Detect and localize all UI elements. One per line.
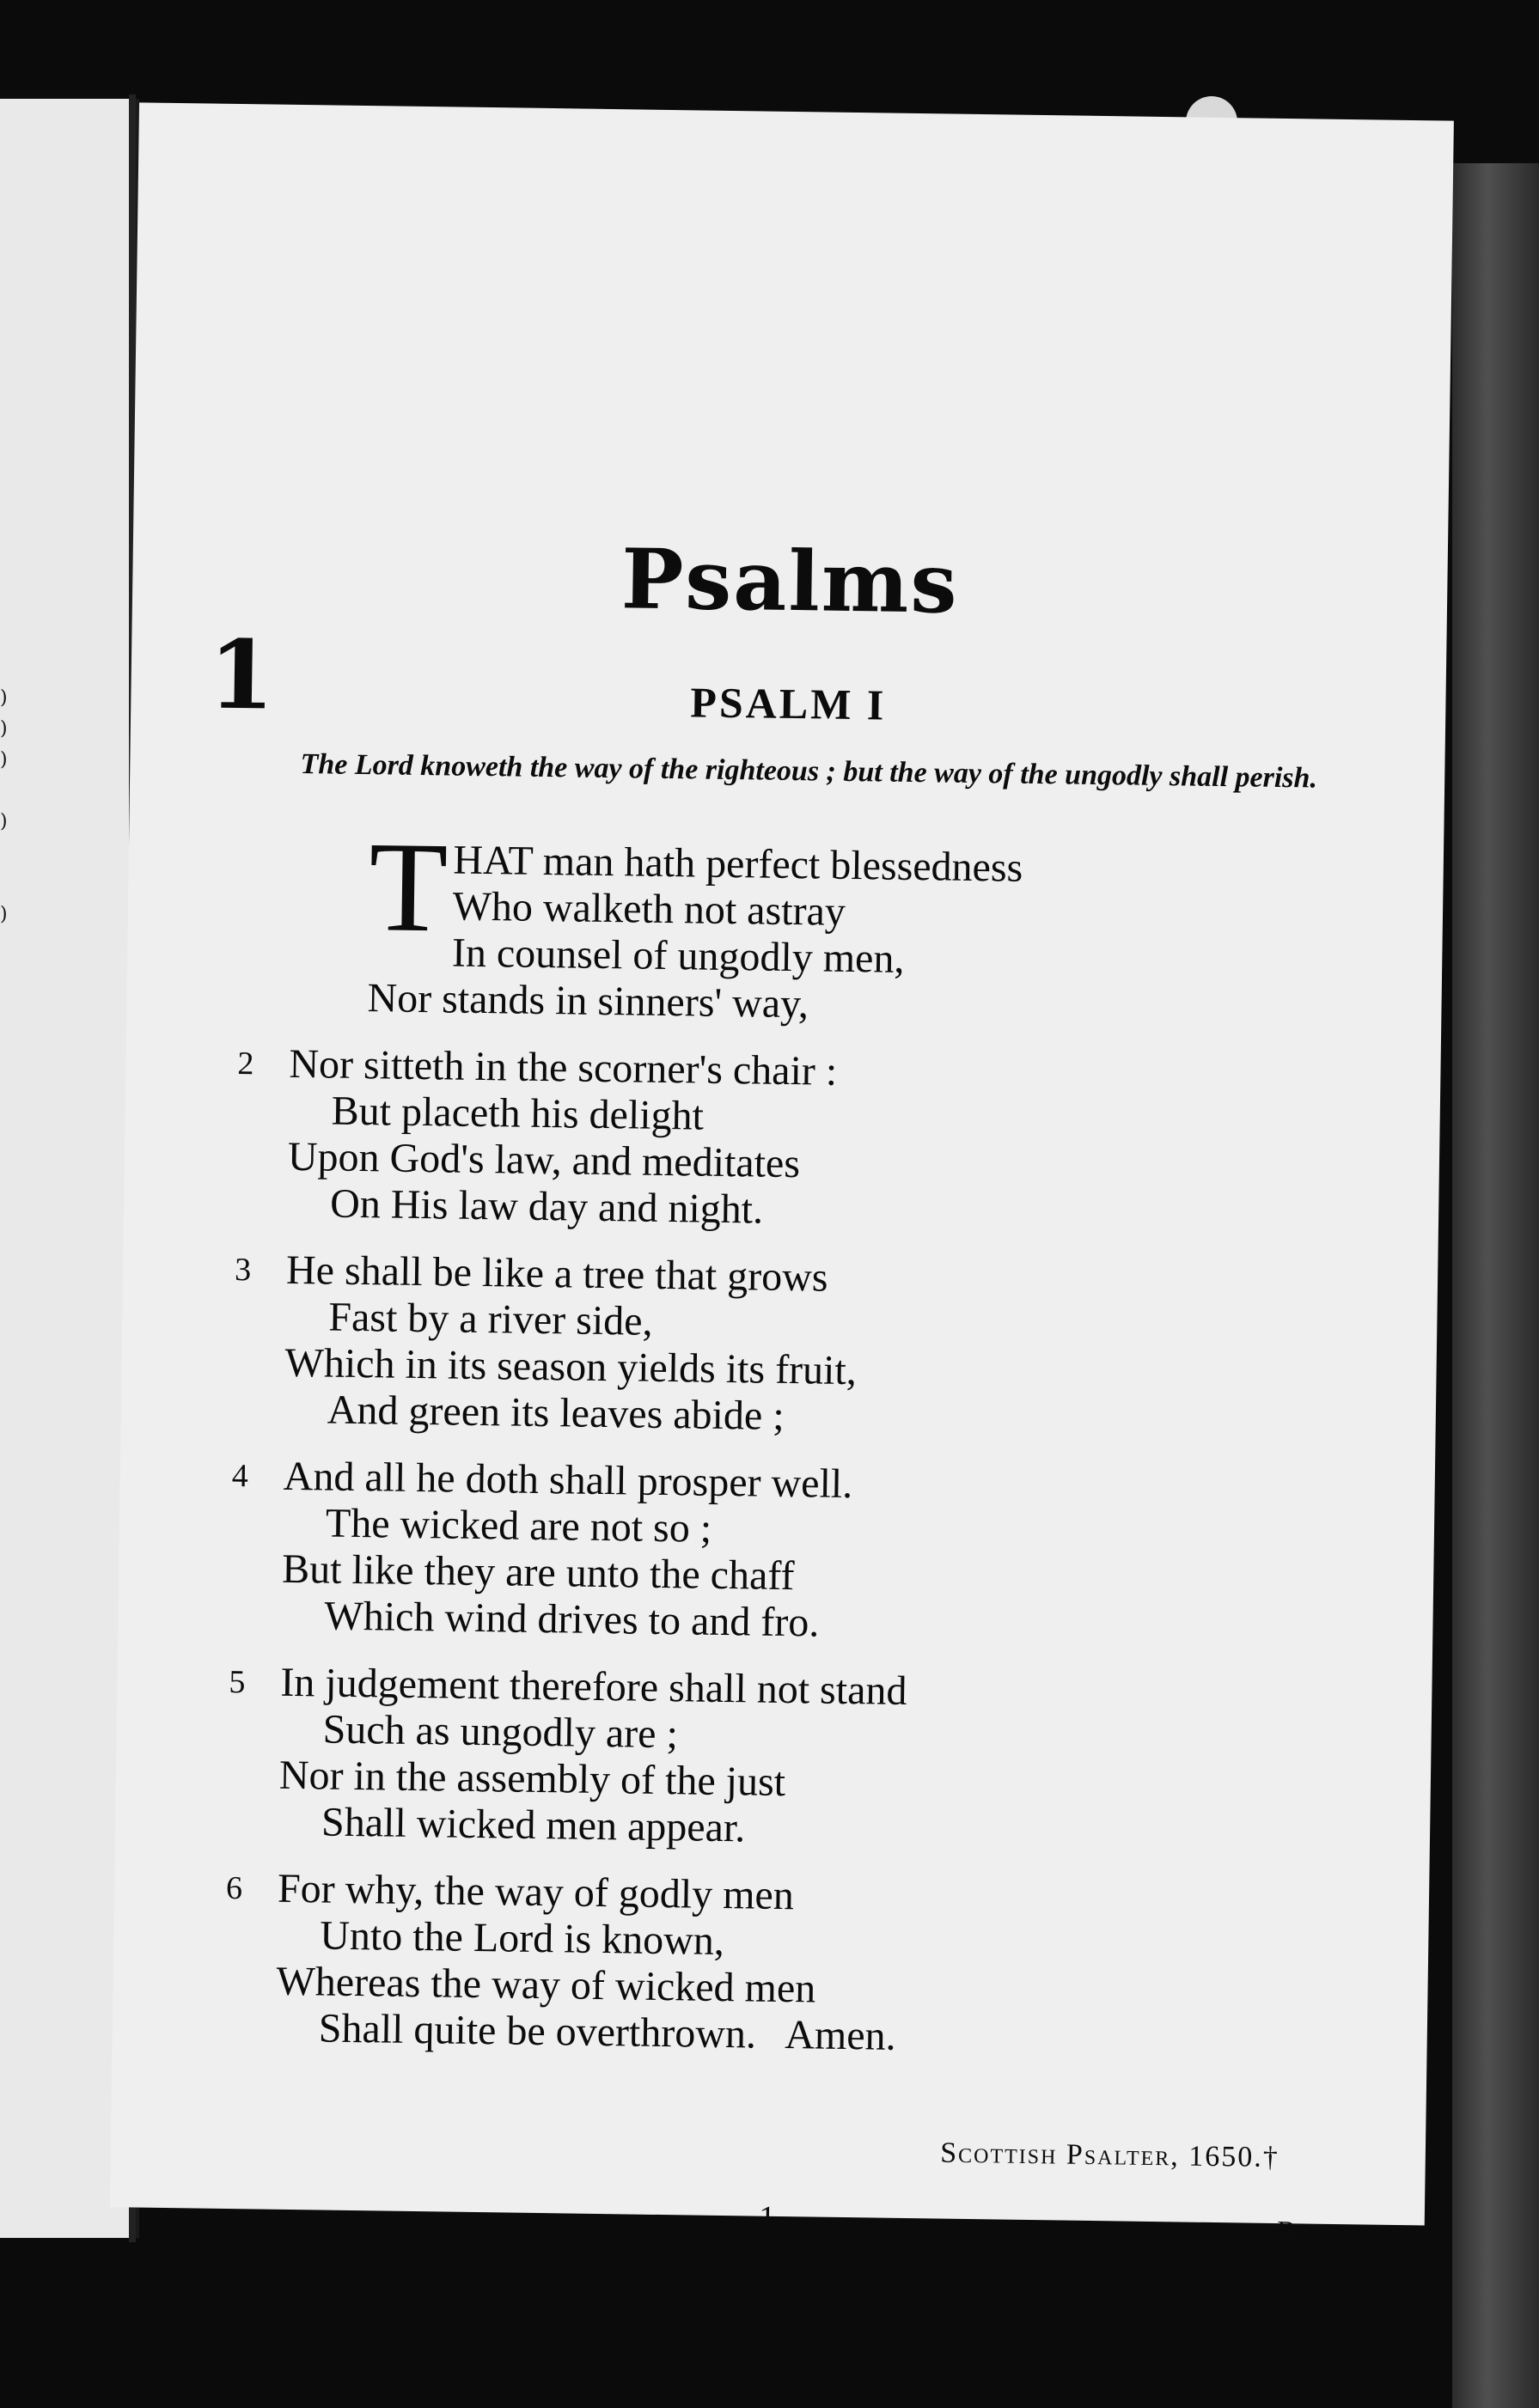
verse-line: Upon God's law, and meditates xyxy=(287,1133,801,1187)
verse-number: 6 xyxy=(225,1869,243,1907)
verse-line: He shall be like a tree that grows xyxy=(285,1247,828,1301)
verse-line: Which wind drives to and fro. xyxy=(324,1593,820,1646)
verse-number: 4 xyxy=(231,1457,249,1495)
stanza-6 xyxy=(223,1865,1343,2066)
stanza-1 xyxy=(238,815,1358,1035)
verse-line: And all he doth shall prosper well. xyxy=(283,1453,853,1508)
psalm-page xyxy=(110,102,1454,2246)
verse-line: Nor stands in sinners' way, xyxy=(367,975,809,1027)
psalm-verses xyxy=(223,815,1358,2087)
verse-line: Fast by a river side, xyxy=(327,1294,653,1344)
verse-number: 2 xyxy=(237,1045,254,1082)
verse-line: Whereas the way of wicked men xyxy=(276,1958,816,2012)
page-number: 1 xyxy=(758,2199,776,2236)
facing-page-edge-text: ) ) ) ) ) xyxy=(0,687,8,925)
verse-line: And green its leaves abide ; xyxy=(327,1387,785,1439)
verse-line: Who walketh not astray xyxy=(452,883,846,935)
stanza-3 xyxy=(232,1247,1352,1448)
verse-line: In judgement therefore shall not stand xyxy=(280,1659,907,1714)
verse-line: For why, the way of godly men xyxy=(277,1865,795,1919)
verse-line: But placeth his delight xyxy=(331,1088,705,1139)
verse-line: Unto the Lord is known, xyxy=(319,1912,725,1965)
verse-line: Such as ungodly are ; xyxy=(322,1706,679,1758)
book-title: Psalms xyxy=(620,530,960,632)
stanza-2 xyxy=(235,1040,1355,1241)
verse-line: In counsel of ungodly men, xyxy=(451,930,905,982)
verse-line: Which in its season yields its fruit, xyxy=(284,1339,858,1394)
stanza-4 xyxy=(229,1453,1349,1654)
stanza-5 xyxy=(227,1659,1347,1860)
signature-mark: B xyxy=(1277,2215,1296,2246)
verse-line: But like they are unto the chaff xyxy=(281,1545,795,1600)
psalm-heading: PSALM I xyxy=(690,678,887,729)
attribution: Scottish Psalter, 1650.† xyxy=(939,2137,1280,2174)
book-edge xyxy=(1452,163,1539,2408)
verse-line: The wicked are not so ; xyxy=(325,1500,712,1551)
verse-number: 3 xyxy=(234,1252,252,1289)
psalm-summary: The Lord knoweth the way of the righteous ; but the way of the ungodly shall perish. xyxy=(300,748,1318,795)
verse-number: 5 xyxy=(229,1663,246,1701)
verse-line: On His law day and night. xyxy=(329,1180,764,1233)
verse-line: Shall quite be overthrown. Amen. xyxy=(318,2005,896,2059)
book-number: 1 xyxy=(207,619,276,731)
drop-cap: T xyxy=(368,815,449,960)
verse-line: HAT man hath perfect blessedness xyxy=(453,837,1023,891)
verse-line: Shall wicked men appear. xyxy=(321,1799,746,1851)
verse-line: Nor sitteth in the scorner's chair : xyxy=(289,1040,838,1094)
verse-line: Nor in the assembly of the just xyxy=(278,1752,786,1806)
